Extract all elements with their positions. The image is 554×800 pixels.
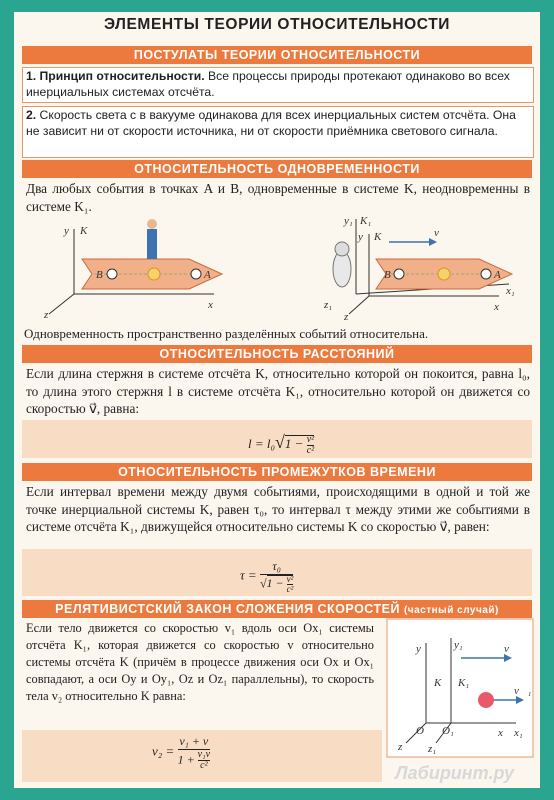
vd-label-K1: K₁ xyxy=(458,677,470,689)
vd-label-O: O xyxy=(416,725,424,737)
label-B-left: B xyxy=(96,269,103,281)
time-formula-inner-num: v² xyxy=(286,574,294,584)
time-formula: τ = τ₀ √1 − $\frac{\text{v²}}{\text{c²}}$ xyxy=(240,559,294,594)
sqrt-icon-2: √ xyxy=(259,576,267,591)
distance-formula-area xyxy=(22,420,532,458)
clock-A-left-icon xyxy=(191,269,201,279)
distance-formula: l = l₀√1 − $\frac{\text{v²}}{\text{c²}}$ xyxy=(248,432,315,456)
label-K-left: K xyxy=(80,225,88,237)
label-x1-right: x₁ xyxy=(506,285,515,297)
postulate-2-text: Скорость света c в вакууме одинакова для всех инерциальных систем отсчёта. Она не зависит ни от скорости источника, ни от скорости приёмника светового сигнала. xyxy=(26,108,516,138)
flash-right-icon xyxy=(438,268,450,280)
clock-B-left-icon xyxy=(107,269,117,279)
astronaut-helmet-icon xyxy=(335,242,349,256)
simultaneity-text: Два любых события в точках A и B, одновременные в системе K, неодновременны в системе K₁. xyxy=(26,181,530,214)
poster xyxy=(14,12,540,788)
postulate-2-lead: 2. xyxy=(26,108,37,122)
postulates-header: ПОСТУЛАТЫ ТЕОРИИ ОТНОСИТЕЛЬНОСТИ xyxy=(22,46,532,64)
simultaneity-header: ОТНОСИТЕЛЬНОСТЬ ОДНОВРЕМЕННОСТИ xyxy=(22,160,532,178)
vd-label-x1: x₁ xyxy=(514,727,523,739)
velocity-diagram xyxy=(386,618,534,758)
vd-label-v1: v⃗₁ xyxy=(514,685,532,697)
body-ball-icon xyxy=(478,692,494,708)
vd-label-K: K xyxy=(434,677,442,689)
distance-formula-num: v² xyxy=(306,433,315,445)
time-header: ОТНОСИТЕЛЬНОСТЬ ПРОМЕЖУТКОВ ВРЕМЕНИ xyxy=(22,463,532,481)
vd-label-z: z xyxy=(398,741,403,753)
velocity-formula-num: v₁ + v xyxy=(179,734,209,748)
simultaneity-conclusion: Одновременность пространственно разделённых событий относительна. xyxy=(24,326,429,341)
page-title: ЭЛЕМЕНТЫ ТЕОРИИ ОТНОСИТЕЛЬНОСТИ xyxy=(103,16,451,33)
label-y-right: y xyxy=(358,231,363,243)
velocity-header xyxy=(22,600,532,618)
vd-label-y: y xyxy=(416,643,421,655)
velocity-formula xyxy=(152,734,210,771)
velocity-formula-lhs: v₂ = xyxy=(152,743,175,759)
velocity-formula-den-den: c² xyxy=(200,760,208,771)
velocity-header-note: (частный случай) xyxy=(403,605,499,616)
label-B-right: B xyxy=(384,269,391,281)
postulate-2 xyxy=(22,106,534,158)
z-axis-left xyxy=(49,294,74,314)
vd-label-x: x xyxy=(498,727,503,739)
clock-B-right-icon xyxy=(394,269,404,279)
time-formula-area xyxy=(22,549,532,596)
label-y1-right: y₁ xyxy=(344,215,353,227)
velocity-arrowhead xyxy=(429,238,437,246)
vd-label-O1: O₁ xyxy=(442,725,454,737)
label-K1-right: K₁ xyxy=(360,215,372,227)
postulate-1-lead: 1. Принцип относительности. xyxy=(26,69,205,83)
label-z1-right: z₁ xyxy=(324,299,333,311)
label-x-left: x xyxy=(208,299,213,311)
label-A-left: A xyxy=(204,269,211,281)
label-v-right: v⃗ xyxy=(434,227,448,239)
label-z-left: z xyxy=(44,309,49,321)
sqrt-icon: √ xyxy=(275,432,285,452)
watermark: Лабиринт.ру xyxy=(395,763,514,783)
clock-A-right-icon xyxy=(481,269,491,279)
simultaneity-diagram xyxy=(24,204,534,324)
observer-head-icon xyxy=(147,219,157,229)
vd-label-y1: y₁ xyxy=(454,639,463,651)
distance-formula-lhs: l = l₀ xyxy=(248,436,276,451)
label-A-right: A xyxy=(494,269,501,281)
label-x-right: x xyxy=(494,301,499,313)
velocity-formula-den-num: v₁v xyxy=(197,749,211,760)
postulate-1-text: Все процессы природы протекают одинаково во всех инерциальных системах отсчёта. xyxy=(26,69,510,99)
velocity-header-title: РЕЛЯТИВИСТСКИЙ ЗАКОН СЛОЖЕНИЯ СКОРОСТЕЙ xyxy=(55,602,400,616)
z-axis-right xyxy=(349,296,369,314)
flash-left-icon xyxy=(148,268,160,280)
label-K-right: K xyxy=(374,231,382,243)
label-z-right: z xyxy=(344,311,349,323)
vd-label-v: v⃗ xyxy=(504,643,518,655)
distance-header: ОТНОСИТЕЛЬНОСТЬ РАССТОЯНИЙ xyxy=(22,345,532,363)
velocity-formula-area xyxy=(22,730,382,782)
observer-icon xyxy=(147,229,157,259)
velocity-formula-den-a: 1 + xyxy=(177,752,195,767)
distance-text: Если длина стержня в системе отсчёта K, относительно которой он покоится, равна l₀, то длина этого стержня l в системе отсчёта K₁, относительно которой он движется со скоростью v⃗, равна: xyxy=(26,366,530,416)
distance-formula-den: c² xyxy=(306,444,315,456)
vd-label-z1: z₁ xyxy=(428,743,437,755)
time-formula-lhs: τ = xyxy=(240,567,257,583)
label-y-left: y xyxy=(64,225,69,237)
postulate-1 xyxy=(22,67,534,103)
time-text: Если интервал времени между двумя событиями, происходящими в одной и той же точке инерциальной системы K, равен τ₀, то интервал τ между этими же событиями в системе отсчёта K₁, движущейся относительно системы K со скоростью v⃗, равен: xyxy=(26,484,530,534)
velocity-text: Если тело движется со скоростью v₁ вдоль оси Ox₁ системы отсчёта K₁, которая движется со скоростью v относительно системы отсчёта K (причём в процессе движения оси Ox и Ox₁ совпадают, а оси Oy и Oy₁, Oz и Oz₁ параллельны), то скорость тела v₂ относительно K равна: xyxy=(26,621,374,703)
time-formula-inner-den: c² xyxy=(286,584,294,594)
time-formula-num: τ₀ xyxy=(260,559,293,575)
